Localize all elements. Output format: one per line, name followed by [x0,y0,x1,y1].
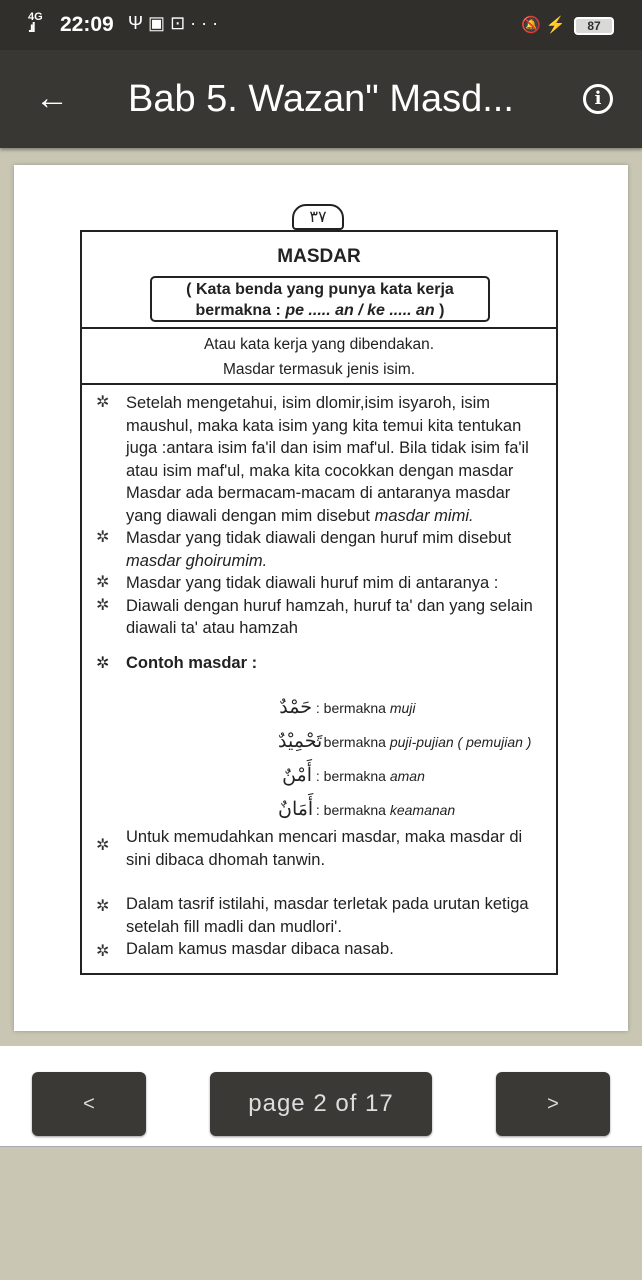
bullet-star-icon: ✲ [96,529,110,546]
status-time: 22:09 [60,13,114,36]
arabic-word: أَمْنٌ [282,764,312,786]
pagination-bar [0,1046,642,1147]
document-content [80,230,558,975]
previous-page-button[interactable]: < [32,1072,146,1136]
example-row: حَمْدٌ : bermakna muji [279,696,416,718]
list-item: ✲ Dalam kamus masdar dibaca nasab. [96,940,394,960]
bullet-star-icon: ✲ [96,574,110,591]
example-row: أَمَانٌ : bermakna keamanan [278,798,456,820]
list-item: ✲ Dalam tasrif istilahi, masdar terletak pada urutan ketiga setelah fill madli dan mudlori'. [96,895,529,936]
document-header [82,232,556,329]
page-indicator-button[interactable]: page 2 of 17 [210,1072,432,1136]
system-icons [521,15,614,35]
more-notifications-icon: ··· [190,13,224,33]
bullet-star-icon: ✲ [96,596,110,614]
bell-off-icon: 🔕 [521,17,542,34]
list-item: ✲ Setelah mengetahui, isim dlomir,isim isyaroh, isim maushul, maka kata isim yang kita temui kita tentukan juga :antara isim fa'il dan isim maf'ul. Bila tidak isim fa'il atau isim maf'ul, maka kita cocokkan dengan masdar Masdar ada bermacam-macam di antaranya masdar yang diawali dengan mim disebut masdar mimi. [96,394,529,525]
example-label: Contoh masdar : [126,653,258,672]
status-bar [0,0,642,50]
app-icon: ▣ [148,13,171,33]
example-section [96,650,546,680]
info-icon[interactable]: i [583,84,613,114]
page-title: Bab 5. Wazan" Masd... [128,78,514,120]
subtitle-line-1: Atau kata kerja yang dibendakan. [203,336,435,353]
signal-icon: 4G .ıl [28,11,43,35]
document-heading: MASDAR [277,246,361,267]
bullet-star-icon: ✲ [96,394,110,411]
network-type: 4G [28,11,43,23]
subtitle-line-2: Masdar termasuk jenis isim. [222,361,416,378]
example-row: أَمْنٌ : bermakna aman [278,764,568,786]
app-bar [0,50,642,148]
definition-line-1: ( Kata benda yang punya kata kerja [186,281,454,298]
bullet-star-icon: ✲ [96,943,110,960]
document-body [96,392,546,680]
next-page-button[interactable]: > [496,1072,610,1136]
back-arrow-icon[interactable]: ← [35,79,69,117]
document-notes [96,826,546,961]
charging-icon: ⚡ [545,17,566,34]
list-item: ✲ Diawali dengan huruf hamzah, huruf ta' dan yang selain diawali ta' atau hamzah [96,596,533,637]
bullet-star-icon: ✲ [96,898,110,915]
document-subtitle [82,329,556,385]
bullet-star-icon: ✲ [96,654,110,672]
page-number-badge: ٣٧ [292,204,344,230]
list-item: ✲ Masdar yang tidak diawali dengan huruf mim disebut masdar ghoirumim. [96,529,512,570]
arabic-word: حَمْدٌ [279,696,312,718]
arabic-word: أَمَانٌ [278,798,314,820]
definition-box [150,276,490,322]
app-icon-2: ⊡ [170,13,191,33]
example-row: تَحْمِيْدٌ : bermakna puji-pujian ( pemujian ) [278,730,532,752]
definition-line-2: bermakna : pe ..... an / ke ..... an ) [195,302,445,319]
arabic-word: تَحْمِيْدٌ [278,730,323,752]
list-item: ✲ Masdar yang tidak diawali huruf mim di antaranya : [96,574,499,592]
usb-icon: Ψ [128,13,149,33]
bullet-star-icon: ✲ [96,837,110,854]
battery-icon: 87 [574,17,614,35]
notification-icons [128,13,223,34]
list-item: ✲ Untuk memudahkan mencari masdar, maka masdar di sini dibaca dhomah tanwin. [96,828,523,869]
